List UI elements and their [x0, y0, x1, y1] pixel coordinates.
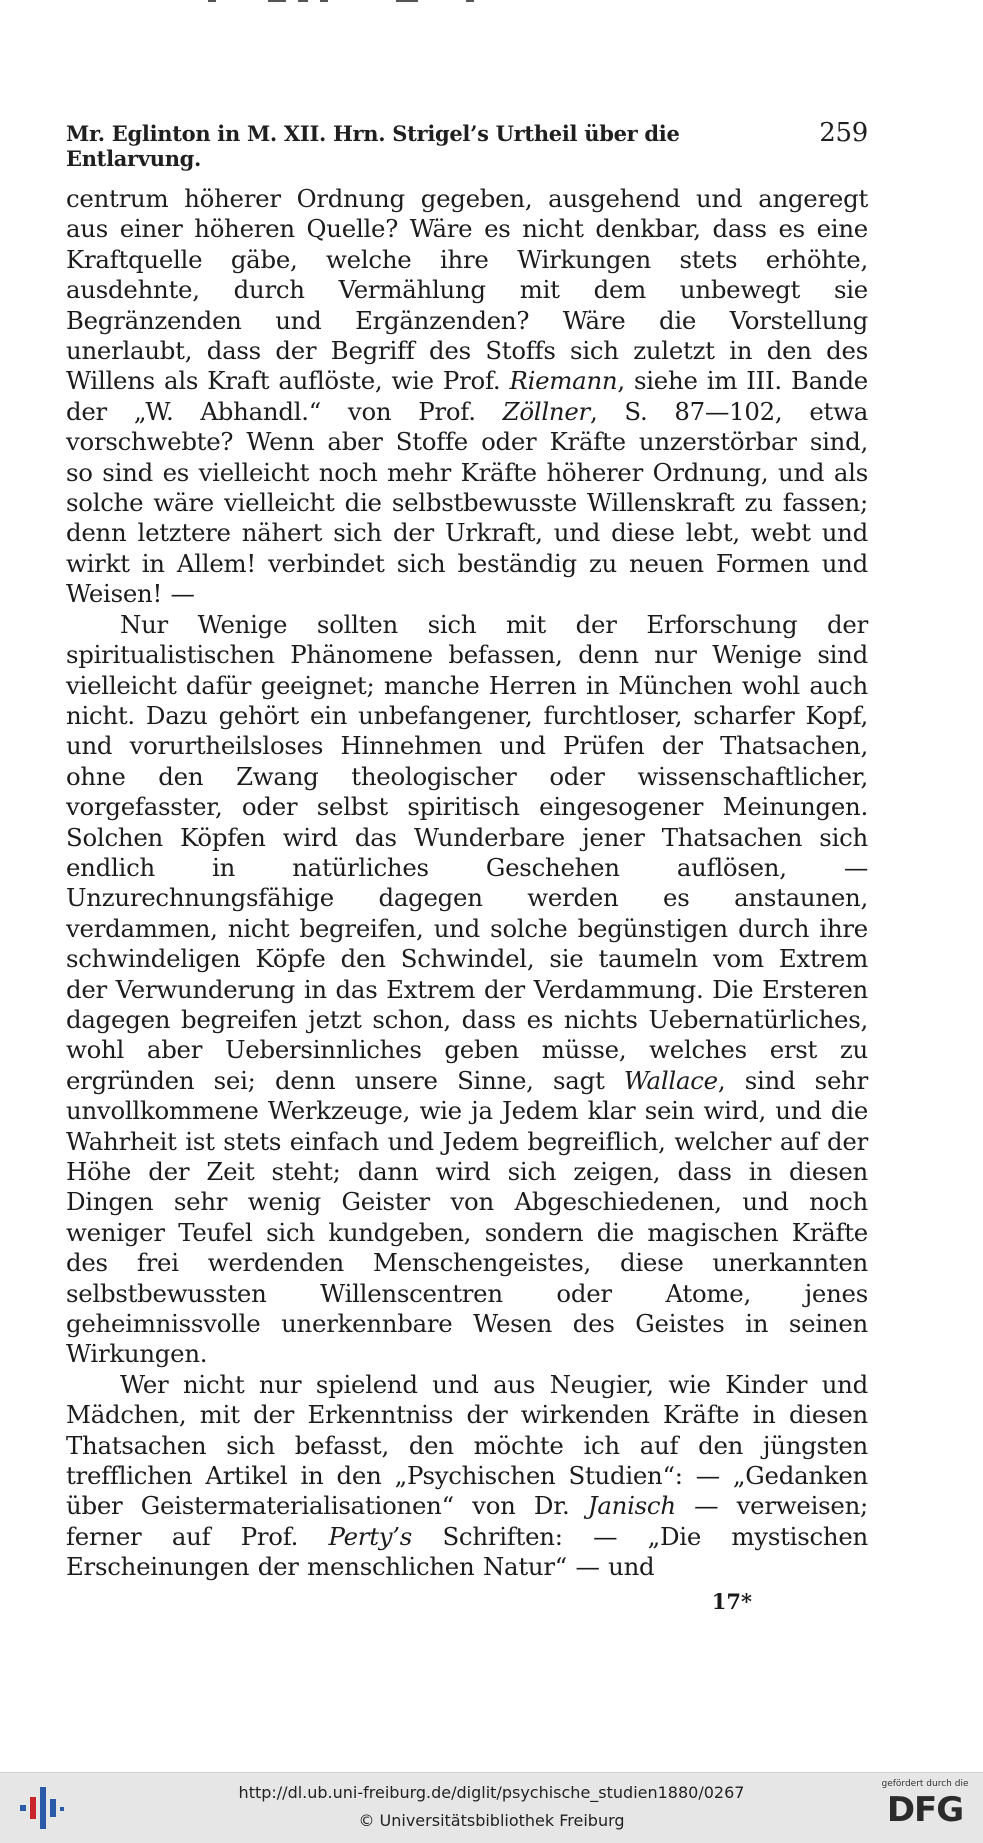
- italic-name: Zöllner: [502, 396, 590, 426]
- italic-name: Perty’s: [328, 1521, 413, 1551]
- running-head-title: Mr. Eglinton in M. XII. Hrn. Strigel’s Urtheil über die Entlarvung.: [66, 121, 680, 171]
- document-url[interactable]: http://dl.ub.uni-freiburg.de/diglit/psychische_studien1880/0267: [238, 1783, 745, 1802]
- paragraph: [66, 610, 868, 1370]
- italic-name: Wallace: [623, 1065, 718, 1095]
- text-run: , sind sehr unvollkommene Werkzeuge, wie ja Jedem klar sein wird, und die Wahrheit ist stets einfach und Jedem begreiflich, welcher auf der Höhe der Zeit steht; dann wird sich zeigen, dass in diesen Dingen sehr wenig Geister von Abgeschiedenen, und noch weniger Teufel sich kundgeben, sondern die magischen Kräfte des frei werdenden Menschengeistes, diese unerkannten selbstbewussten Willenscentren oder Atome, jenes geheimnissvolle unerkennbare Wesen des Geistes in seinen Wirkungen.: [66, 1065, 868, 1369]
- italic-name: Riemann: [509, 366, 618, 396]
- text-run: centrum höherer Ordnung gegeben, ausgehend und angeregt aus einer höheren Quelle? Wäre es nicht denkbar, dass es eine Kraftquelle gäbe, welche ihre Wirkungen stets erhöhte, ausdehnte, durch Vermählung mit dem unbewegt sie Begränzenden und Ergänzenden? Wäre die Vorstellung unerlaubt, dass der Begriff des Stoffs sich zuletzt in den des Willens als Kraft auflöste, wie Prof.: [66, 184, 868, 396]
- dfg-funding-badge: [877, 1779, 973, 1837]
- paragraph: [66, 184, 868, 610]
- italic-name: Janisch: [587, 1491, 676, 1521]
- text-run: Schriften: — „Die mystischen Erscheinungen der menschlichen Natur“ — und: [66, 1521, 868, 1582]
- running-head: [66, 118, 868, 171]
- paragraph: [66, 1370, 868, 1583]
- text-run: Nur Wenige sollten sich mit der Erforschung der spiritualistischen Phänomene befassen, denn nur Wenige sind vielleicht dafür geeignet; manche Herren in München wohl auch nicht. Dazu gehört ein unbefangener, furchtloser, scharfer Kopf, und vorurtheilsloses Hinnehmen und Prüfen der Thatsachen, ohne den Zwang theologischer oder wissenschaftlicher, vorgefasster, oder selbst spiritisch eingesogener Meinungen. Solchen Köpfen wird das Wunderbare jener Thatsachen sich endlich in natürliches Geschehen auflösen, — Unzurechnungsfähige dagegen werden es anstaunen, verdammen, nicht begreifen, und solche begünstigen durch ihre schwindeligen Köpfe den Schwindel, sie taumeln vom Extrem der Verwunderung in das Extrem der Verdammung. Die Ersteren dagegen begreifen jetzt schon, dass es nichts Uebernatürliches, wohl aber Uebersinnliches geben müsse, welches erst zu ergründen sei; denn unsere Sinne, sagt: [66, 609, 868, 1095]
- text-run: , siehe im III. Bande der „W. Abhandl.“ von Prof.: [66, 366, 868, 426]
- text-run: , S. 87—102, etwa vorschwebte? Wenn aber Stoffe oder Kräfte unzerstörbar sind, so sind es vielleicht noch mehr Kräfte höherer Ordnung, und als solche wäre vielleicht die selbstbewusste Willenskraft zu fassen; denn letztere nähert sich der Urkraft, und diese lebt, webt und wirkt in Allem! verbindet sich beständig zu neuen Formen und Weisen! —: [66, 396, 868, 609]
- body-text: [66, 184, 868, 1583]
- scan-artifact-marks: [200, 0, 500, 6]
- viewer-footer: [0, 1772, 983, 1843]
- signature-mark: 17*: [711, 1588, 752, 1614]
- text-run: — verweisen; ferner auf Prof.: [66, 1491, 868, 1551]
- book-page: [66, 118, 868, 1614]
- page-number: 259: [819, 118, 868, 148]
- dfg-logo: DFG: [886, 1790, 964, 1830]
- text-run: Wer nicht nur spielend und aus Neugier, wie Kinder und Mädchen, mit der Erkenntniss der wirkenden Kräfte in diesen Thatsachen sich befasst, den möchte ich auf den jüngsten trefflichen Artikel in den „Psychischen Studien“: — „Gedanken über Geistermaterialisationen“ von Dr.: [66, 1369, 868, 1521]
- copyright-notice: © Universitätsbibliothek Freiburg: [358, 1811, 625, 1830]
- dfg-caption: gefördert durch die: [881, 1779, 969, 1789]
